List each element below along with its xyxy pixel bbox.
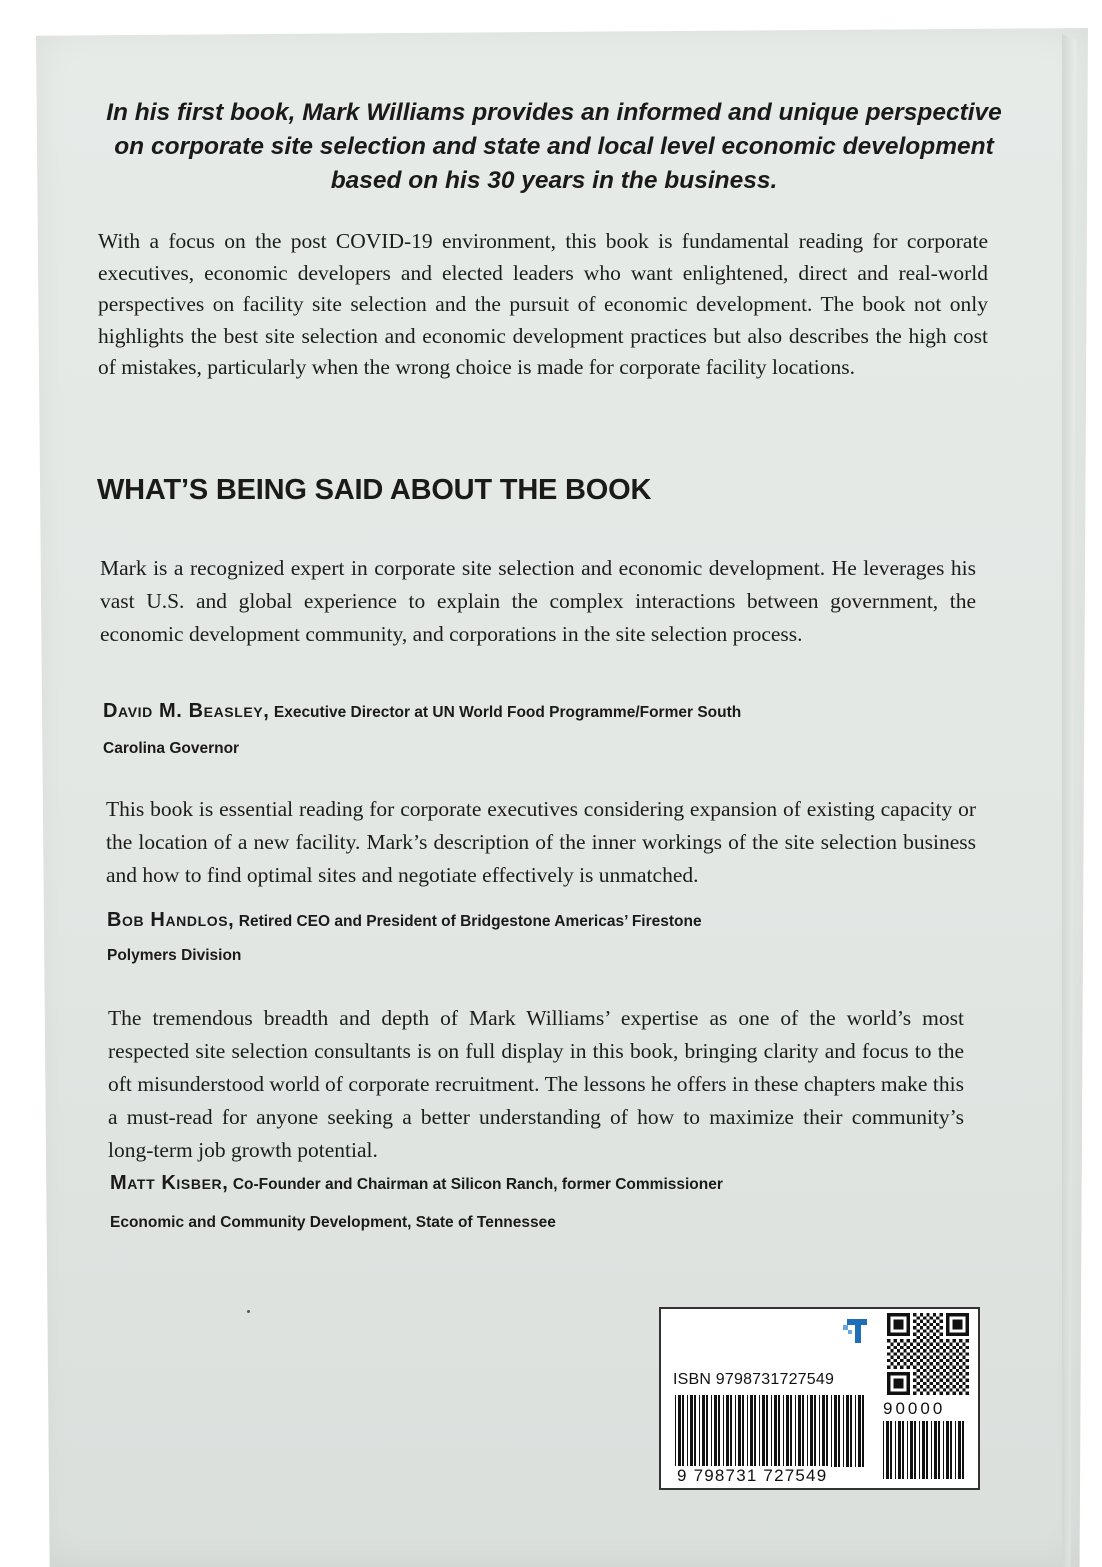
testimonials-heading: WHAT’S BEING SAID ABOUT THE BOOK <box>97 474 652 506</box>
addon-barcode-icon <box>881 1421 967 1479</box>
ean-barcode-icon <box>673 1395 869 1467</box>
testimonial-attribution-2 <box>107 909 702 932</box>
ean-digits: 9 798731 727549 <box>677 1466 828 1485</box>
testimonial-attribution-1 <box>103 700 741 723</box>
attribution-role: Retired CEO and President of Bridgestone Americas’ Firestone <box>238 913 702 930</box>
qr-code-icon <box>887 1313 969 1395</box>
attribution-role-continued: Carolina Governor <box>103 740 240 757</box>
barcode-label <box>659 1307 980 1490</box>
testimonial-attribution-3 <box>110 1172 723 1195</box>
isbn-label: ISBN 9798731727549 <box>673 1371 835 1388</box>
testimonial-quote-2: This book is essential reading for corporate executives considering expansion of existing capacity or the location of a new facility. Mark’s description of the inner workings of the site selection business and how to find optimal sites and negotiate effectively is unmatched. <box>106 797 976 887</box>
attribution-role: Executive Director at UN World Food Programme/Former South <box>273 704 742 721</box>
cover-speck <box>247 1310 250 1313</box>
attribution-role-continued: Economic and Community Development, State of Tennessee <box>110 1214 556 1231</box>
attribution-name: David M. Beasley, <box>103 700 270 722</box>
attribution-name: Bob Handlos, <box>107 909 235 931</box>
publisher-logo-icon <box>841 1317 869 1345</box>
book-description: With a focus on the post COVID-19 environment, this book is fundamental reading for corporate executives, economic developers and elected leaders who want enlightened, direct and real-world perspectives on facility site selection and the pursuit of economic development. The book not only highlights the best site selection and economic development practices but also describes the high cost of mistakes, particularly when the wrong choice is made for corporate facility locations. <box>98 229 988 379</box>
price-addon-digits: 90000 <box>883 1399 946 1418</box>
attribution-role-continued: Polymers Division <box>107 947 242 964</box>
intro-statement: In his first book, Mark Williams provides an informed and unique perspective on corporate site selection and state and local level economic development based on his 30 years in the business. <box>106 99 1002 194</box>
testimonial-quote-3: The tremendous breadth and depth of Mark Williams’ expertise as one of the world’s most respected site selection consultants is on full display in this book, bringing clarity and focus to the oft misunderstood world of corporate recruitment. The lessons he offers in these chapters make this a must-read for anyone seeking a better understanding of how to maximize their community’s long-term job growth potential. <box>108 1006 964 1162</box>
testimonial-quote-1: Mark is a recognized expert in corporate site selection and economic development. He leverages his vast U.S. and global experience to explain the complex interactions between government, the economic development community, and corporations in the site selection process. <box>100 556 976 646</box>
attribution-role: Co-Founder and Chairman at Silicon Ranch, former Commissioner <box>232 1176 723 1193</box>
attribution-name: Matt Kisber, <box>110 1172 229 1194</box>
